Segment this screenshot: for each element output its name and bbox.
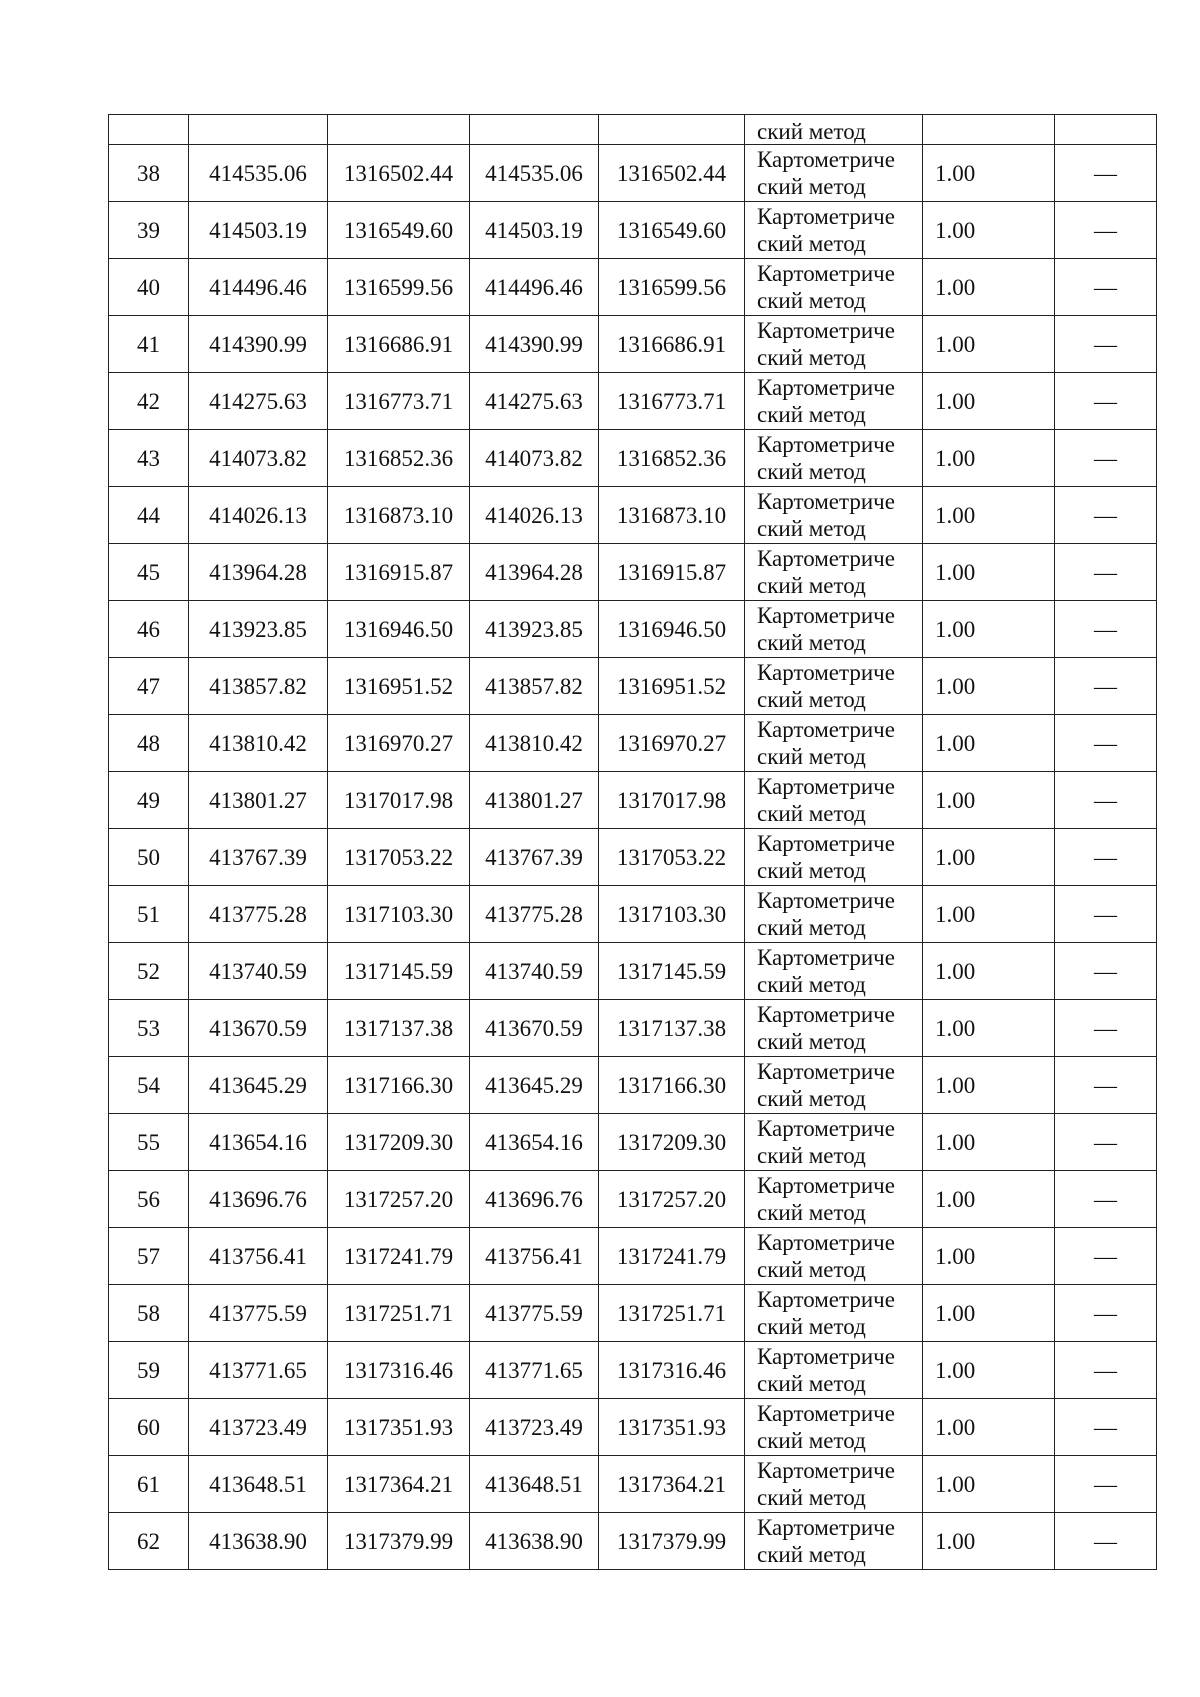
description-cell: — [1055,772,1157,829]
new-x-cell: 414390.99 [470,316,599,373]
method-cell [745,772,923,829]
description-cell: — [1055,829,1157,886]
table-row [109,943,1157,1000]
existing-x-cell: 413923.85 [189,601,328,658]
description-cell: — [1055,1000,1157,1057]
description-cell: — [1055,145,1157,202]
description-cell: — [1055,1114,1157,1171]
method-text: ский метод [757,345,866,370]
new-x-cell: 414026.13 [470,487,599,544]
existing-x-cell: 413775.59 [189,1285,328,1342]
existing-y-cell: 1317145.59 [328,943,470,1000]
method-text: Картометриче [757,660,895,685]
description-cell: — [1055,259,1157,316]
cell-empty [328,115,470,145]
new-y-cell: 1317145.59 [599,943,745,1000]
description-cell: — [1055,658,1157,715]
coordinates-table [108,114,1157,1570]
table-row [109,1000,1157,1057]
existing-y-cell: 1316915.87 [328,544,470,601]
existing-x-cell: 413638.90 [189,1513,328,1570]
method-text: ский метод [757,1542,866,1567]
table-row [109,886,1157,943]
point-number-cell: 43 [109,430,189,487]
point-number-cell: 42 [109,373,189,430]
point-number-cell: 40 [109,259,189,316]
existing-x-cell: 414535.06 [189,145,328,202]
method-text: Картометриче [757,888,895,913]
point-number-cell: 44 [109,487,189,544]
new-y-cell: 1316873.10 [599,487,745,544]
new-y-cell: 1316915.87 [599,544,745,601]
new-y-cell: 1317103.30 [599,886,745,943]
method-cell [745,1399,923,1456]
existing-y-cell: 1316599.56 [328,259,470,316]
method-cell [745,259,923,316]
method-text: Картометриче [757,831,895,856]
method-text: Картометриче [757,774,895,799]
table-row [109,1114,1157,1171]
cell-empty [109,115,189,145]
existing-x-cell: 413740.59 [189,943,328,1000]
existing-y-cell: 1317053.22 [328,829,470,886]
point-number-cell: 61 [109,1456,189,1513]
existing-y-cell: 1316873.10 [328,487,470,544]
accuracy-cell: 1.00 [923,1456,1055,1513]
table-row [109,1456,1157,1513]
new-y-cell: 1317166.30 [599,1057,745,1114]
new-x-cell: 413740.59 [470,943,599,1000]
description-cell: — [1055,1513,1157,1570]
existing-x-cell: 413696.76 [189,1171,328,1228]
method-text: ский метод [757,801,866,826]
method-cell [745,1171,923,1228]
method-cell [745,145,923,202]
new-x-cell: 413723.49 [470,1399,599,1456]
existing-x-cell: 413648.51 [189,1456,328,1513]
method-text: ский метод [757,402,866,427]
new-x-cell: 413775.28 [470,886,599,943]
accuracy-cell: 1.00 [923,430,1055,487]
method-cell [745,715,923,772]
table-row [109,1228,1157,1285]
existing-x-cell: 413810.42 [189,715,328,772]
new-x-cell: 414496.46 [470,259,599,316]
method-text: Картометриче [757,147,895,172]
method-text: Картометриче [757,1458,895,1483]
table-row [109,772,1157,829]
new-y-cell: 1317257.20 [599,1171,745,1228]
point-number-cell: 59 [109,1342,189,1399]
new-y-cell: 1316852.36 [599,430,745,487]
point-number-cell: 48 [109,715,189,772]
existing-y-cell: 1316502.44 [328,145,470,202]
method-text: ский метод [757,687,866,712]
method-cell [745,829,923,886]
new-y-cell: 1317364.21 [599,1456,745,1513]
point-number-cell: 51 [109,886,189,943]
method-cell [745,658,923,715]
new-y-cell: 1316946.50 [599,601,745,658]
method-text: Картометриче [757,1059,895,1084]
table-row [109,1399,1157,1456]
point-number-cell: 60 [109,1399,189,1456]
method-cell [745,886,923,943]
new-y-cell: 1317017.98 [599,772,745,829]
existing-y-cell: 1317166.30 [328,1057,470,1114]
point-number-cell: 53 [109,1000,189,1057]
accuracy-cell: 1.00 [923,715,1055,772]
description-cell: — [1055,430,1157,487]
accuracy-cell: 1.00 [923,259,1055,316]
accuracy-cell: 1.00 [923,1114,1055,1171]
existing-y-cell: 1317351.93 [328,1399,470,1456]
method-text: Картометриче [757,1230,895,1255]
new-x-cell: 414073.82 [470,430,599,487]
existing-y-cell: 1316970.27 [328,715,470,772]
method-text: ский метод [757,858,866,883]
method-text: Картометриче [757,1344,895,1369]
table-row [109,1171,1157,1228]
new-y-cell: 1317379.99 [599,1513,745,1570]
method-cell [745,202,923,259]
table-row [109,316,1157,373]
accuracy-cell: 1.00 [923,1285,1055,1342]
method-text: ский метод [757,744,866,769]
existing-x-cell: 413771.65 [189,1342,328,1399]
point-number-cell: 41 [109,316,189,373]
accuracy-cell: 1.00 [923,1171,1055,1228]
cell-empty [1055,115,1157,145]
point-number-cell: 55 [109,1114,189,1171]
new-x-cell: 414535.06 [470,145,599,202]
new-y-cell: 1317251.71 [599,1285,745,1342]
new-x-cell: 413648.51 [470,1456,599,1513]
method-text: Картометриче [757,546,895,571]
method-cell [745,1000,923,1057]
new-x-cell: 413775.59 [470,1285,599,1342]
method-text: ский метод [757,573,866,598]
method-text: ский метод [757,1314,866,1339]
table-row [109,658,1157,715]
method-text: ский метод [757,1143,866,1168]
accuracy-cell: 1.00 [923,1399,1055,1456]
table-row [109,259,1157,316]
method-cell [745,601,923,658]
accuracy-cell: 1.00 [923,772,1055,829]
method-cell [745,1114,923,1171]
new-y-cell: 1317351.93 [599,1399,745,1456]
cell-empty [923,115,1055,145]
accuracy-cell: 1.00 [923,1000,1055,1057]
method-cell [745,430,923,487]
point-number-cell: 58 [109,1285,189,1342]
table-row [109,1342,1157,1399]
method-text: Картометриче [757,489,895,514]
method-text: ский метод [757,630,866,655]
point-number-cell: 56 [109,1171,189,1228]
accuracy-cell: 1.00 [923,601,1055,658]
accuracy-cell: 1.00 [923,373,1055,430]
table-row [109,829,1157,886]
new-y-cell: 1316686.91 [599,316,745,373]
new-y-cell: 1316599.56 [599,259,745,316]
new-x-cell: 413645.29 [470,1057,599,1114]
method-text: ский метод [757,1200,866,1225]
method-text: ский метод [757,915,866,940]
method-text: ский метод [757,972,866,997]
point-number-cell: 47 [109,658,189,715]
continued-row [109,115,1157,145]
cell-empty [599,115,745,145]
description-cell: — [1055,943,1157,1000]
existing-y-cell: 1317257.20 [328,1171,470,1228]
table-row [109,373,1157,430]
point-number-cell: 45 [109,544,189,601]
existing-x-cell: 414503.19 [189,202,328,259]
existing-x-cell: 414390.99 [189,316,328,373]
method-text: Картометриче [757,1401,895,1426]
existing-y-cell: 1316852.36 [328,430,470,487]
existing-y-cell: 1316946.50 [328,601,470,658]
table-row [109,715,1157,772]
existing-x-cell: 414073.82 [189,430,328,487]
accuracy-cell: 1.00 [923,1228,1055,1285]
description-cell: — [1055,544,1157,601]
new-x-cell: 413810.42 [470,715,599,772]
new-y-cell: 1316970.27 [599,715,745,772]
method-text: Картометриче [757,945,895,970]
existing-x-cell: 414496.46 [189,259,328,316]
description-cell: — [1055,886,1157,943]
table-row [109,1513,1157,1570]
description-cell: — [1055,715,1157,772]
point-number-cell: 54 [109,1057,189,1114]
accuracy-cell: 1.00 [923,1342,1055,1399]
table-row [109,430,1157,487]
table-row [109,601,1157,658]
description-cell: — [1055,1456,1157,1513]
description-cell: — [1055,373,1157,430]
new-y-cell: 1316951.52 [599,658,745,715]
existing-x-cell: 413857.82 [189,658,328,715]
point-number-cell: 52 [109,943,189,1000]
accuracy-cell: 1.00 [923,145,1055,202]
table-row [109,487,1157,544]
accuracy-cell: 1.00 [923,886,1055,943]
new-y-cell: 1316549.60 [599,202,745,259]
method-text: Картометриче [757,432,895,457]
table-row [109,145,1157,202]
method-cell [745,487,923,544]
method-cell [745,1228,923,1285]
point-number-cell: 38 [109,145,189,202]
existing-x-cell: 414275.63 [189,373,328,430]
description-cell: — [1055,1171,1157,1228]
description-cell: — [1055,601,1157,658]
method-text: Картометриче [757,204,895,229]
description-cell: — [1055,1285,1157,1342]
method-text: Картометриче [757,1002,895,1027]
new-x-cell: 413638.90 [470,1513,599,1570]
existing-x-cell: 413767.39 [189,829,328,886]
new-y-cell: 1316502.44 [599,145,745,202]
accuracy-cell: 1.00 [923,658,1055,715]
method-text: ский метод [757,288,866,313]
method-cell [745,373,923,430]
method-text: Картометриче [757,717,895,742]
method-cell-continued [745,115,923,145]
method-text: ский метод [757,516,866,541]
existing-x-cell: 413964.28 [189,544,328,601]
cell-empty [189,115,328,145]
point-number-cell: 49 [109,772,189,829]
method-text: Картометриче [757,1173,895,1198]
accuracy-cell: 1.00 [923,202,1055,259]
method-text: Картометриче [757,1116,895,1141]
method-text: Картометриче [757,1515,895,1540]
existing-y-cell: 1317209.30 [328,1114,470,1171]
method-cell [745,1285,923,1342]
existing-y-cell: 1316773.71 [328,373,470,430]
method-text: Картометриче [757,1287,895,1312]
existing-x-cell: 413756.41 [189,1228,328,1285]
method-cell [745,544,923,601]
new-x-cell: 413857.82 [470,658,599,715]
new-x-cell: 413964.28 [470,544,599,601]
method-text: ский метод [757,1257,866,1282]
description-cell: — [1055,202,1157,259]
description-cell: — [1055,316,1157,373]
table-row [109,1057,1157,1114]
new-x-cell: 413767.39 [470,829,599,886]
existing-x-cell: 413670.59 [189,1000,328,1057]
method-cell [745,316,923,373]
existing-y-cell: 1316549.60 [328,202,470,259]
existing-y-cell: 1317017.98 [328,772,470,829]
new-x-cell: 414503.19 [470,202,599,259]
point-number-cell: 46 [109,601,189,658]
new-x-cell: 413696.76 [470,1171,599,1228]
description-cell: — [1055,1342,1157,1399]
existing-y-cell: 1317364.21 [328,1456,470,1513]
new-x-cell: 414275.63 [470,373,599,430]
accuracy-cell: 1.00 [923,1513,1055,1570]
existing-y-cell: 1317251.71 [328,1285,470,1342]
method-text: ский метод [757,1371,866,1396]
method-text: ский метод [757,1485,866,1510]
description-cell: — [1055,487,1157,544]
existing-x-cell: 413775.28 [189,886,328,943]
description-cell: — [1055,1228,1157,1285]
new-x-cell: 413801.27 [470,772,599,829]
table-row [109,1285,1157,1342]
method-text: ский метод [757,174,866,199]
method-text: ский метод [757,231,866,256]
existing-x-cell: 413723.49 [189,1399,328,1456]
method-text: Картометриче [757,261,895,286]
method-text: ский метод [757,1029,866,1054]
existing-y-cell: 1316686.91 [328,316,470,373]
accuracy-cell: 1.00 [923,943,1055,1000]
existing-y-cell: 1317241.79 [328,1228,470,1285]
new-y-cell: 1316773.71 [599,373,745,430]
new-x-cell: 413654.16 [470,1114,599,1171]
accuracy-cell: 1.00 [923,316,1055,373]
new-x-cell: 413756.41 [470,1228,599,1285]
accuracy-cell: 1.00 [923,829,1055,886]
method-text: ский метод [757,459,866,484]
point-number-cell: 57 [109,1228,189,1285]
table-body [109,115,1157,1570]
existing-x-cell: 413654.16 [189,1114,328,1171]
existing-x-cell: 413801.27 [189,772,328,829]
method-text: ский метод [757,1428,866,1453]
existing-y-cell: 1317137.38 [328,1000,470,1057]
method-text: Картометриче [757,318,895,343]
new-x-cell: 413670.59 [470,1000,599,1057]
method-text: Картометриче [757,375,895,400]
accuracy-cell: 1.00 [923,487,1055,544]
existing-y-cell: 1316951.52 [328,658,470,715]
point-number-cell: 39 [109,202,189,259]
table-row [109,544,1157,601]
method-cell [745,1456,923,1513]
new-y-cell: 1317053.22 [599,829,745,886]
existing-x-cell: 413645.29 [189,1057,328,1114]
new-x-cell: 413923.85 [470,601,599,658]
point-number-cell: 50 [109,829,189,886]
cell-empty [470,115,599,145]
new-y-cell: 1317137.38 [599,1000,745,1057]
description-cell: — [1055,1399,1157,1456]
accuracy-cell: 1.00 [923,544,1055,601]
table-row [109,202,1157,259]
method-cell [745,1057,923,1114]
existing-y-cell: 1317316.46 [328,1342,470,1399]
existing-y-cell: 1317103.30 [328,886,470,943]
new-x-cell: 413771.65 [470,1342,599,1399]
accuracy-cell: 1.00 [923,1057,1055,1114]
new-y-cell: 1317209.30 [599,1114,745,1171]
method-text-continued: ский метод [757,119,866,144]
method-cell [745,1342,923,1399]
description-cell: — [1055,1057,1157,1114]
method-text: ский метод [757,1086,866,1111]
method-text: Картометриче [757,603,895,628]
new-y-cell: 1317241.79 [599,1228,745,1285]
method-cell [745,1513,923,1570]
method-cell [745,943,923,1000]
point-number-cell: 62 [109,1513,189,1570]
new-y-cell: 1317316.46 [599,1342,745,1399]
existing-x-cell: 414026.13 [189,487,328,544]
existing-y-cell: 1317379.99 [328,1513,470,1570]
